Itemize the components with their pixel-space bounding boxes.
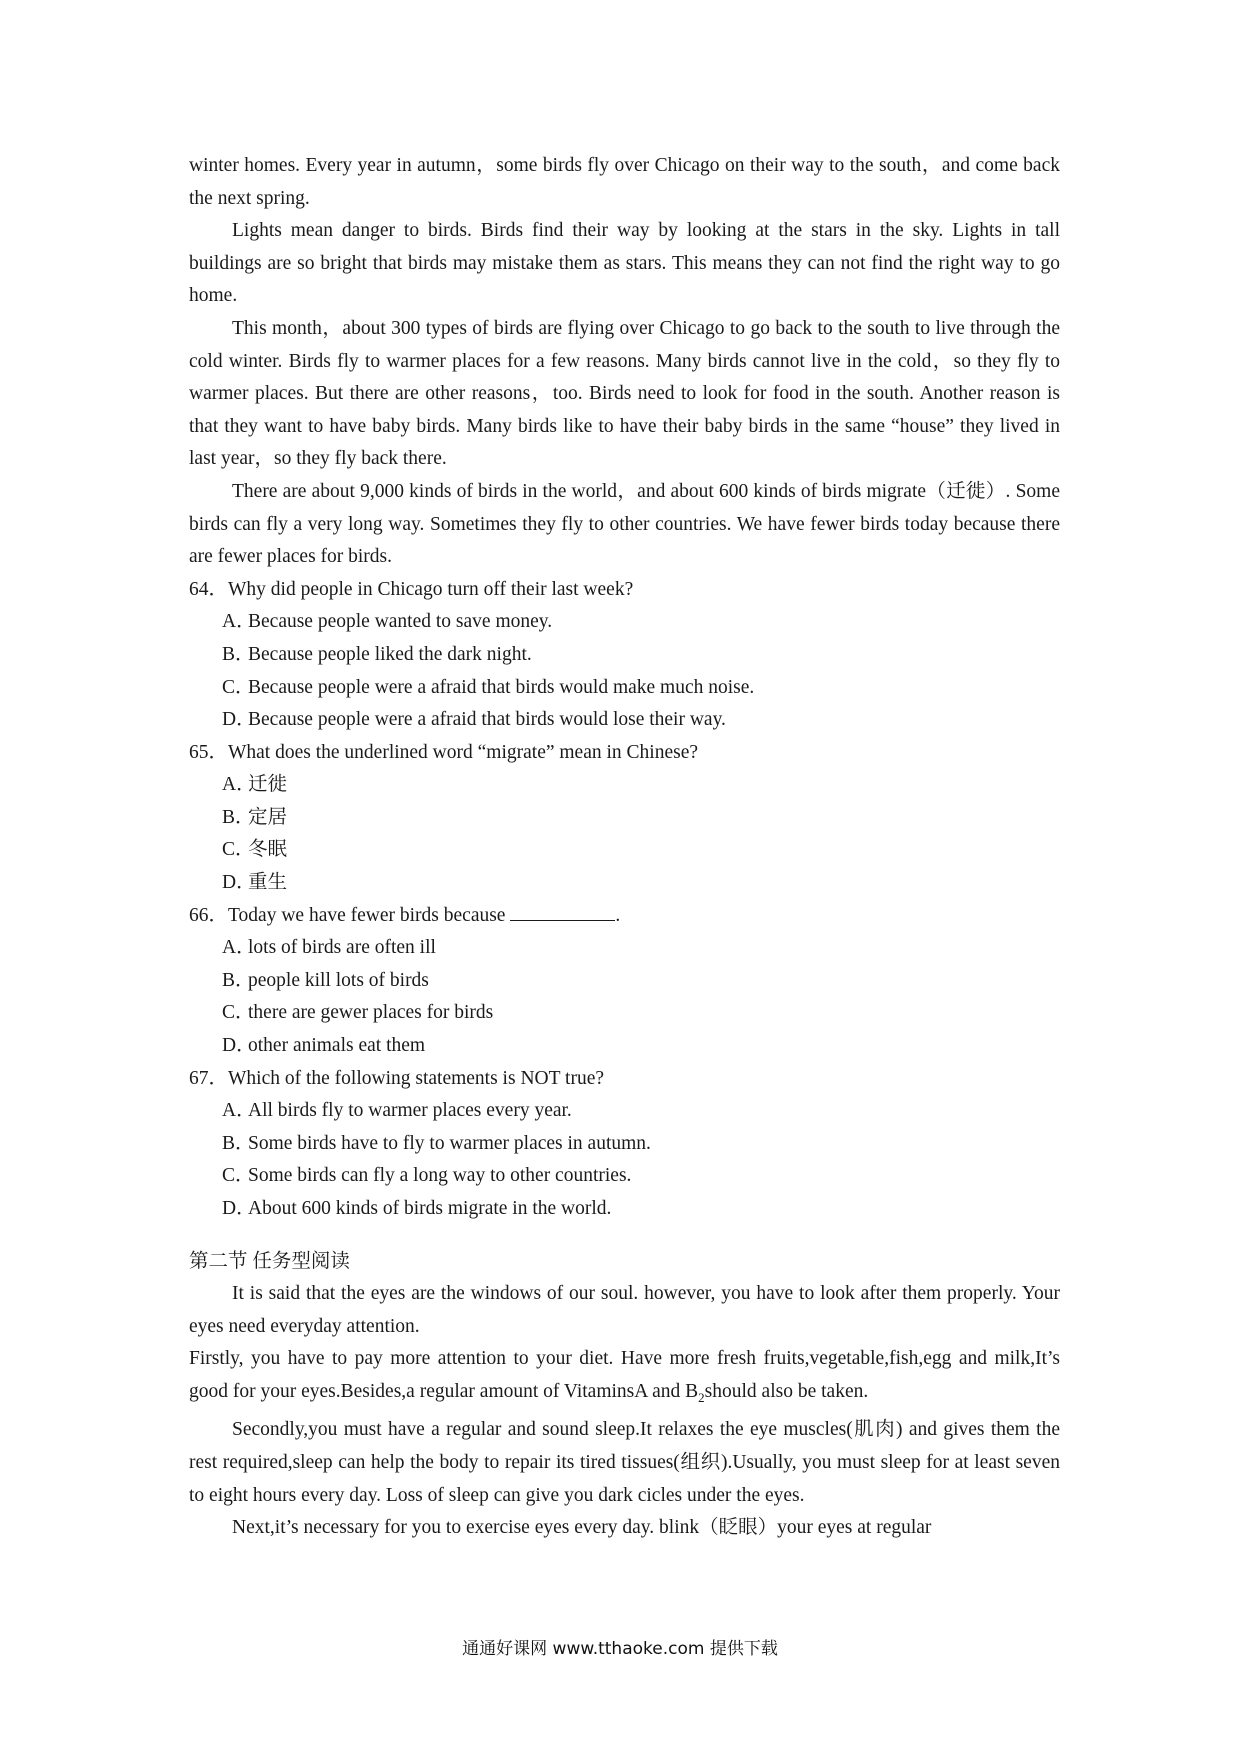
- question-64: [189, 574, 1060, 737]
- option: C．there are gewer places for birds: [222, 1002, 494, 1024]
- answer-blank: [510, 900, 615, 921]
- option: A．迁徙: [222, 774, 288, 796]
- section-paragraph: Firstly, you have to pay more attention to your diet. Have more fresh fruits,vegetable,fish,egg and milk,It’s good for your eyes.Besides,a regular amount of VitaminsA and $B_2should$ also be taken.: [189, 1348, 1060, 1405]
- option: C．Some birds can fly a long way to other countries.: [222, 1165, 632, 1187]
- option: D．other animals eat them: [222, 1035, 426, 1057]
- document-body: [189, 150, 1060, 1545]
- option: B．Some birds have to fly to warmer places in autumn.: [222, 1132, 651, 1154]
- passage-paragraph: This month，about 300 types of birds are flying over Chicago to go back to the south to live through the cold winter. Birds fly to warmer places for a few reasons. Many birds cannot live in the cold，so they fly to warmer places. But there are other reasons，too. Birds need to look for food in the south. Another reason is that they want to have baby birds. Many birds like to have their baby birds in the same “house” they lived in last year，so they fly back there.: [189, 317, 1060, 470]
- option: A．lots of birds are often ill: [222, 937, 436, 959]
- option: D．About 600 kinds of birds migrate in the world.: [222, 1198, 612, 1219]
- section-paragraph: Secondly,you must have a regular and sound sleep.It relaxes the eye muscles(肌肉) and gives them the rest required,sleep can help the body to repair its tired tissues(组织).Usually, you must sleep for at least seven to eight hours every day. Loss of sleep can give you dark cicles under the eyes.: [189, 1419, 1060, 1506]
- option: C．Because people were a afraid that birds would make much noise.: [222, 676, 755, 698]
- page-footer: 通通好课网 www.tthaoke.com 提供下载: [462, 1639, 778, 1659]
- question-stem: 64．Why did people in Chicago turn off their last week?: [189, 578, 634, 600]
- option: D．重生: [222, 872, 288, 894]
- section-heading: 第二节 任务型阅读: [189, 1250, 350, 1272]
- option: A．Because people wanted to save money.: [222, 611, 553, 633]
- question-65: [189, 737, 1060, 900]
- question-stem: 65．What does the underlined word “migrate” mean in Chinese?: [189, 741, 698, 763]
- question-67: [189, 1063, 1060, 1226]
- passage-paragraph: Lights mean danger to birds. Birds find their way by looking at the stars in the sky. Lights in tall buildings are so bright that birds may mistake them as stars. This means they can not find the right way to go home.: [189, 220, 1060, 307]
- question-stem: 66．Today we have fewer birds because .: [189, 900, 1060, 933]
- passage-paragraph: winter homes. Every year in autumn，some birds fly over Chicago on their way to the south，and come back the next spring.: [189, 155, 1060, 209]
- option: B．people kill lots of birds: [222, 969, 429, 991]
- question-66: [189, 900, 1060, 1063]
- option: C．冬眠: [222, 839, 288, 861]
- question-stem: 67．Which of the following statements is NOT true?: [189, 1067, 605, 1089]
- option: A．All birds fly to warmer places every year.: [222, 1100, 572, 1122]
- option: B．定居: [222, 806, 288, 828]
- passage-paragraph: There are about 9,000 kinds of birds in the world，and about 600 kinds of birds migrate（迁徙）. Some birds can fly a very long way. Sometimes they fly to other countries. We have fewer birds today because there are fewer places for birds.: [189, 480, 1060, 568]
- section-paragraph: It is said that the eyes are the windows of our soul. however, you have to look after them properly. Your eyes need everyday attention.: [189, 1283, 1060, 1337]
- section-2: [189, 1246, 1060, 1545]
- option: D．Because people were a afraid that birds would lose their way.: [222, 709, 726, 731]
- option: B．Because people liked the dark night.: [222, 643, 532, 665]
- section-paragraph: Next,it’s necessary for you to exercise eyes every day. blink（眨眼）your eyes at regular: [232, 1517, 932, 1539]
